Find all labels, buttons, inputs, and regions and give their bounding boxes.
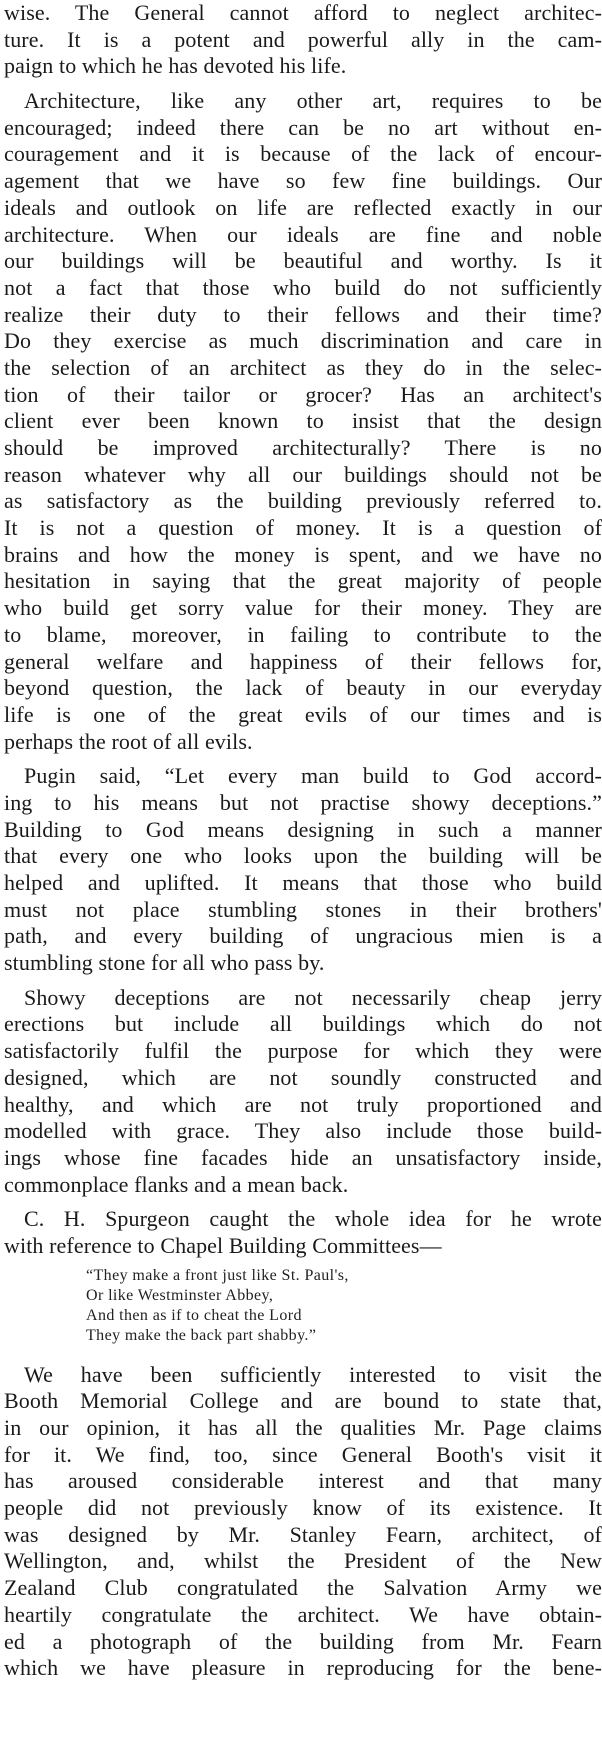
text-line: heartily congratulate the architect. We have obtain- (4, 1601, 602, 1627)
text-line: designed, which are not soundly constructed and (4, 1064, 602, 1090)
text-line: our buildings will be beautiful and worthy. Is it (4, 248, 602, 274)
text-line: people did not previously know of its existence. It (4, 1495, 602, 1521)
text-line: hesitation in saying that the great majority of people (4, 568, 602, 594)
text-line: Zealand Club congratulated the Salvation Army we (4, 1575, 602, 1601)
text-line: brains and how the money is spent, and we have no (4, 541, 602, 567)
text-line: reason whatever why all our buildings should not be (4, 461, 602, 487)
text-line: was designed by Mr. Stanley Fearn, architect, of (4, 1521, 602, 1547)
text-line: paign to which he has devoted his life. (4, 53, 347, 79)
text-line: It is not a question of money. It is a question of (4, 515, 602, 541)
text-line: client ever been known to insist that the design (4, 408, 602, 434)
text-line: couragement and it is because of the lack of encour- (4, 141, 602, 167)
text-line: Building to God means designing in such a manner (4, 816, 602, 842)
text-line: ideals and outlook on life are reflected exactly in our (4, 194, 602, 220)
text-line: wise. The General cannot afford to neglect architec- (4, 0, 602, 25)
text-line: helped and uplifted. It means that those who build (4, 870, 602, 895)
text-line: beyond question, the lack of beauty in our everyday (4, 675, 602, 701)
quote-line: They make the back part shabby.” (86, 1326, 317, 1344)
text-line: that every one who looks upon the building will be (4, 843, 602, 869)
text-line: C. H. Spurgeon caught the whole idea for he wrote (24, 1206, 602, 1232)
text-line: which we have pleasure in reproducing for the bene- (4, 1655, 602, 1681)
text-line: Booth Memorial College and are bound to state that, (4, 1388, 602, 1414)
text-line: Pugin said, “Let every man build to God accord- (24, 763, 602, 789)
text-line: ture. It is a potent and powerful ally in the cam- (4, 26, 602, 52)
verse-quote (4, 1266, 602, 1346)
text-line: healthy, and which are not truly proportioned and (4, 1091, 602, 1117)
text-line: realize their duty to their fellows and their time? (4, 301, 602, 327)
text-line: Wellington, and, whilst the President of the New (4, 1548, 602, 1574)
text-line: life is one of the great evils of our times and is (4, 701, 602, 727)
text-line: to blame, moreover, in failing to contribute to the (4, 621, 602, 647)
text-line: architecture. When our ideals are fine and noble (4, 221, 602, 247)
text-line: with reference to Chapel Building Committees— (4, 1232, 442, 1258)
quote-line: And then as if to cheat the Lord (86, 1306, 302, 1324)
text-line: path, and every building of ungracious mien is a (4, 923, 602, 949)
quote-line: Or like Westminster Abbey, (86, 1286, 274, 1304)
text-line: agement that we have so few fine buildings. Our (4, 168, 602, 194)
text-line: encouraged; indeed there can be no art without en- (4, 114, 602, 140)
paragraph-6 (4, 1362, 602, 1682)
text-line: modelled with grace. They also include those build- (4, 1118, 602, 1144)
text-line: tion of their tailor or grocer? Has an architect's (4, 381, 602, 407)
text-line: in our opinion, it has all the qualities Mr. Page claims (4, 1415, 602, 1440)
text-line: should be improved architecturally? There is no (4, 435, 602, 460)
text-line: has aroused considerable interest and that many (4, 1468, 602, 1494)
text-line: Showy deceptions are not necessarily cheap jerry (24, 984, 602, 1010)
text-line: satisfactorily fulfil the purpose for which they were (4, 1038, 602, 1064)
article-column (4, 0, 602, 1682)
paragraph-3 (4, 763, 602, 977)
text-line: We have been sufficiently interested to visit the (24, 1361, 602, 1387)
text-line: commonplace flanks and a mean back. (4, 1171, 349, 1197)
text-line: general welfare and happiness of their fellows for, (4, 648, 602, 674)
paragraph-4 (4, 985, 602, 1199)
paragraph-5 (4, 1206, 602, 1259)
text-line: Do they exercise as much discrimination and care in (4, 328, 602, 354)
quote-line: “They make a front just like St. Paul's, (86, 1266, 349, 1284)
text-line: must not place stumbling stones in their brothers' (4, 896, 602, 922)
text-line: not a fact that those who build do not sufficiently (4, 274, 602, 300)
text-line: who build get sorry value for their money. They are (4, 595, 602, 621)
text-line: perhaps the root of all evils. (4, 728, 253, 754)
text-line: the selection of an architect as they do in the selec- (4, 354, 602, 380)
text-line: ed a photograph of the building from Mr. Fearn (4, 1628, 602, 1654)
text-line: ing to his means but not practise showy deceptions.” (4, 789, 602, 815)
text-line: for it. We find, too, since General Booth's visit it (4, 1441, 602, 1467)
paragraph-1 (4, 0, 602, 80)
text-line: as satisfactory as the building previously referred to. (4, 488, 602, 514)
paragraph-2 (4, 88, 602, 755)
text-line: ings whose fine facades hide an unsatisfactory inside, (4, 1144, 602, 1170)
text-line: stumbling stone for all who pass by. (4, 950, 325, 976)
text-line: erections but include all buildings which do not (4, 1011, 602, 1037)
text-line: Architecture, like any other art, requires to be (24, 88, 602, 114)
